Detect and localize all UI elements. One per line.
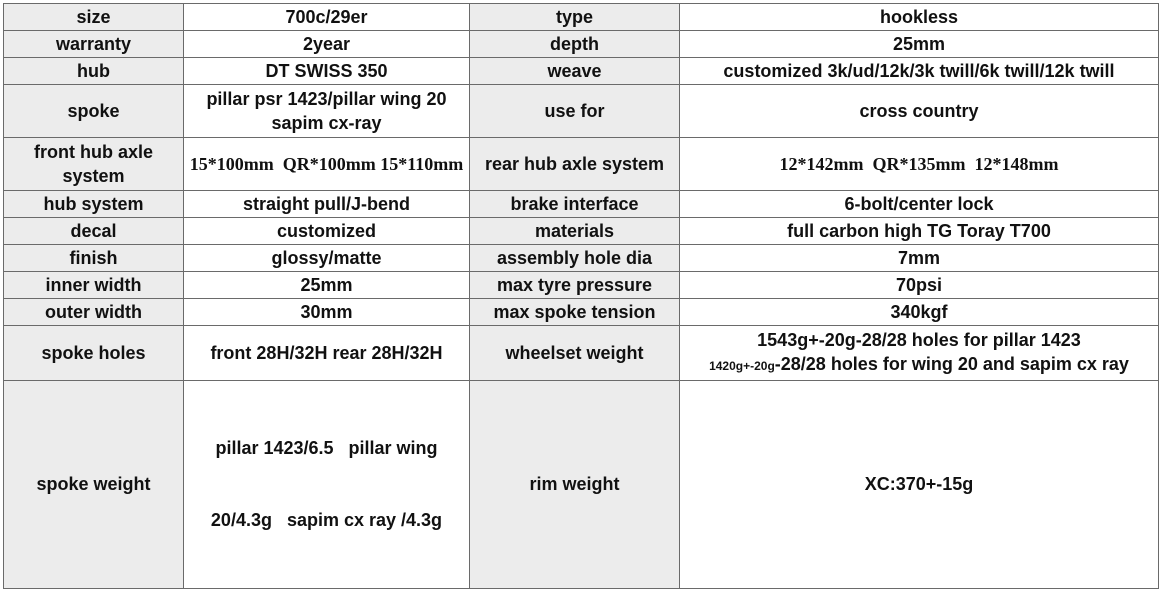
- value-brake-interface: 6-bolt/center lock: [680, 190, 1159, 217]
- label-assembly-hole-dia: assembly hole dia: [470, 244, 680, 271]
- value-size: 700c/29er: [184, 4, 470, 31]
- label-line: front hub axle: [33, 141, 153, 162]
- table-row: [4, 137, 1159, 190]
- label-spoke-weight: spoke weight: [4, 380, 184, 588]
- label-brake-interface: brake interface: [470, 190, 680, 217]
- label-depth: depth: [470, 30, 680, 57]
- label-finish: finish: [4, 244, 184, 271]
- value-finish: glossy/matte: [184, 244, 470, 271]
- label-hub: hub: [4, 57, 184, 84]
- value-materials: full carbon high TG Toray T700: [680, 217, 1159, 244]
- value-spoke-weight-line: pillar 1423/6.5 pillar wing: [215, 438, 438, 459]
- label-max-tyre-pressure: max tyre pressure: [470, 271, 680, 298]
- value-depth: 25mm: [680, 30, 1159, 57]
- label-wheelset-weight: wheelset weight: [470, 325, 680, 380]
- value-weave: customized 3k/ud/12k/3k twill/6k twill/12k twill: [680, 57, 1159, 84]
- table-row: [4, 190, 1159, 217]
- label-spoke-holes: spoke holes: [4, 325, 184, 380]
- label-rim-weight: rim weight: [470, 380, 680, 588]
- table-row: [4, 84, 1159, 137]
- value-decal: customized: [184, 217, 470, 244]
- label-type: type: [470, 4, 680, 31]
- value-wheelset-weight: [680, 325, 1159, 380]
- value-spoke-weight-line: 20/4.3g sapim cx ray /4.3g: [210, 510, 443, 531]
- label-hub-system: hub system: [4, 190, 184, 217]
- value-wheelset-line: 1543g+-20g-28/28 holes for pillar 1423: [757, 329, 1081, 350]
- label-inner-width: inner width: [4, 271, 184, 298]
- label-warranty: warranty: [4, 30, 184, 57]
- table-row: [4, 57, 1159, 84]
- value-outer-width: 30mm: [184, 298, 470, 325]
- label-size: size: [4, 4, 184, 31]
- label-front-hub-axle-system: [4, 137, 184, 190]
- label-use-for: use for: [470, 84, 680, 137]
- value-spoke-line: sapim cx-ray: [271, 112, 382, 133]
- value-hub: DT SWISS 350: [184, 57, 470, 84]
- label-outer-width: outer width: [4, 298, 184, 325]
- label-decal: decal: [4, 217, 184, 244]
- table-row: [4, 298, 1159, 325]
- value-max-spoke-tension: 340kgf: [680, 298, 1159, 325]
- value-assembly-hole-dia: 7mm: [680, 244, 1159, 271]
- value-rear-hub-axle-system: 12*142mm QR*135mm 12*148mm: [680, 137, 1159, 190]
- table-row: [4, 217, 1159, 244]
- value-max-tyre-pressure: 70psi: [680, 271, 1159, 298]
- table-row: [4, 380, 1159, 588]
- table-row: [4, 4, 1159, 31]
- value-wheelset-rest: -28/28 holes for wing 20 and sapim cx ray: [774, 353, 1129, 374]
- label-rear-hub-axle-system: rear hub axle system: [470, 137, 680, 190]
- value-wheelset-line: [684, 352, 1154, 378]
- label-spoke: spoke: [4, 84, 184, 137]
- value-wheelset-small: 1420g+-20g: [709, 358, 775, 373]
- label-line: system: [62, 165, 125, 186]
- value-warranty: 2year: [184, 30, 470, 57]
- value-spoke-holes: front 28H/32H rear 28H/32H: [184, 325, 470, 380]
- table-row: [4, 325, 1159, 380]
- table-row: [4, 271, 1159, 298]
- value-spoke: [184, 84, 470, 137]
- value-spoke-weight: [184, 380, 470, 588]
- spec-table: [3, 3, 1159, 589]
- value-front-hub-axle-system: 15*100mm QR*100mm 15*110mm: [184, 137, 470, 190]
- table-row: [4, 244, 1159, 271]
- label-materials: materials: [470, 217, 680, 244]
- label-weave: weave: [470, 57, 680, 84]
- value-rim-weight: XC:370+-15g: [680, 380, 1159, 588]
- value-hub-system: straight pull/J-bend: [184, 190, 470, 217]
- label-max-spoke-tension: max spoke tension: [470, 298, 680, 325]
- value-use-for: cross country: [680, 84, 1159, 137]
- value-inner-width: 25mm: [184, 271, 470, 298]
- value-type: hookless: [680, 4, 1159, 31]
- table-row: [4, 30, 1159, 57]
- value-spoke-line: pillar psr 1423/pillar wing 20: [206, 88, 447, 109]
